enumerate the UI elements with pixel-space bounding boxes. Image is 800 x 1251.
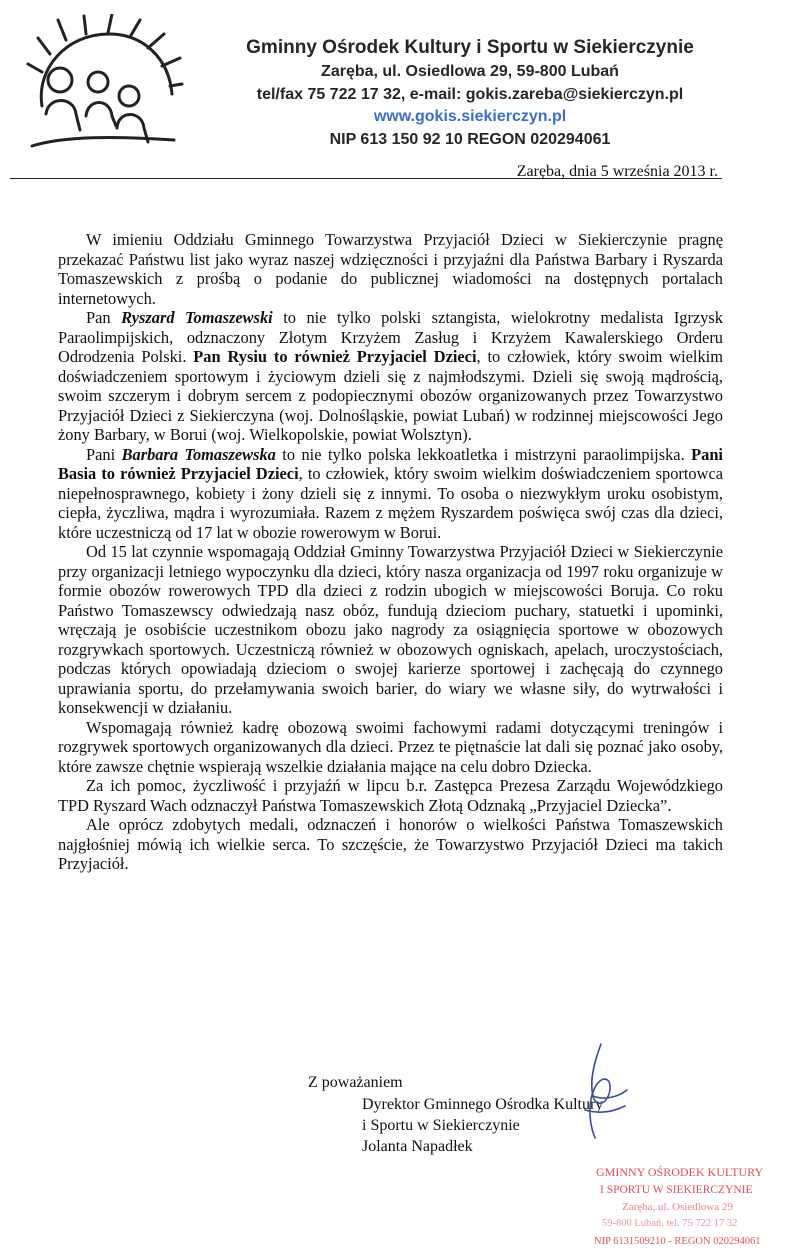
signatory-name: Jolanta Napadłek (362, 1138, 473, 1155)
letter-date: Zaręba, dnia 5 września 2013 r. (516, 163, 718, 180)
handwritten-signature (565, 1040, 645, 1150)
emphasis-text: Pani Basia to również Przyjaciel Dzieci (58, 444, 723, 483)
closing-regards: Z poważaniem (308, 1074, 403, 1091)
organization-tax-ids: NIP 613 150 92 10 REGON 020294061 (329, 131, 611, 148)
organization-contact: tel/fax 75 722 17 32, e-mail: gokis.zareba@siekierczyn.pl (256, 86, 684, 103)
paragraph-support: Od 15 lat czynnie wspomagają Oddział Gminny Towarzystwa Przyjaciół Dzieci w Siekierczynie przy organizacji letniego wypoczynku dla dzieci, który nasza organizacja od 1997 roku organizuje w formie obozów rowerowych TPD dla dzieci z rodzin ubogich w miejscowości Boruja. Co roku Państwo Tomaszewscy odwiedzają nasz obóz, fundują dzieciom puchary, statuetki i upominki, wręczają je osobiście uczestnikom obozu jako nagrody za osiągnięcia sportowe w obozowych rozgrywkach sportowych. Uczestniczą również w obozowych ogniskach, apelach, uroczystościach, podczas których opowiadają dzieciom o swojej karierze sportowej i zachęcają do czynnego uprawiania sportu, do przełamywania swoich barier, do wiary we własne siły, do wytrwałości i konsekwencji w działaniu. (58, 542, 723, 717)
paragraph-text: Pan (86, 308, 122, 327)
organization-website[interactable]: www.gokis.siekierczyn.pl (373, 108, 567, 125)
organization-stamp (592, 1160, 800, 1250)
paragraph-hearts: Ale oprócz zdobytych medali, odznaczeń i honorów o wielkości Państwa Tomaszewskich najgłośniej mówią ich wielkie serca. To szczęście, że Towarzystwo Przyjaciół Dzieci ma takich Przyjaciół. (58, 815, 723, 873)
stamp-line-4: 59-800 Lubań, tel. 75 722 17 32 (602, 1218, 738, 1229)
person-name: Ryszard Tomaszewski (121, 308, 273, 327)
signatory-title-1: Dyrektor Gminnego Ośrodka Kultury (362, 1096, 604, 1113)
signatory-title-2: i Sportu w Siekierczynie (362, 1117, 520, 1134)
stamp-line-1: GMINNY OŚRODEK KULTURY (596, 1165, 764, 1179)
person-name: Barbara Tomaszewska (121, 444, 276, 464)
organization-logo (24, 14, 184, 164)
paragraph-barbara (58, 445, 723, 543)
paragraph-text: , to człowiek, który swoim wielkim doświadczeniem sportowca niepełnosprawnego, kobiety i żony dzieli się z innymi. To osoba o niezwykłym uroku osobistym, ciepła, życzliwa, mądra i wyrozumiała. Razem z mężem Ryszardem poświęca swój czas dla dzieci, które uczestniczą od 17 lat w obozie rowerowym w Borui. (58, 464, 723, 542)
paragraph-text: to nie tylko polski sztangista, wielokrotny medalista Igrzysk Paraolimpijskich, odznaczony Złotym Krzyżem Zasług i Krzyżem Kawalerskiego Orderu Odrodzenia Polski. (58, 308, 723, 366)
organization-name: Gminny Ośrodek Kultury i Sportu w Siekierczynie (246, 37, 694, 58)
paragraph-text: to nie tylko polska lekkoatletka i mistrzyni paraolimpijska. (275, 444, 692, 464)
paragraph-text: Pani (86, 444, 122, 464)
paragraph-staff: Wspomagają również kadrę obozową swoimi fachowymi radami dotyczącymi treningów i rozgrywek sportowych organizowanych dla dzieci. Przez te piętnaście lat dali się poznać jako osoby, które zawsze chętnie wspierają wszelkie działania mające na celu dobro Dziecka. (58, 717, 723, 776)
stamp-line-3: Zaręba, ul. Osiedlowa 29 (622, 1201, 733, 1213)
stamp-line-5: NIP 6131509210 - REGON 020294061 (594, 1236, 761, 1247)
paragraph-ryszard (58, 308, 723, 445)
letterhead (190, 36, 750, 151)
paragraph-intro: W imieniu Oddziału Gminnego Towarzystwa Przyjaciół Dzieci w Siekierczynie pragnę przekazać Państwu list jako wyraz naszej wdzięczności i przyjaźni dla Państwa Barbary i Ryszarda Tomaszewskich z prośbą o podanie do publicznej wiadomości na dostępnych portalach internetowych. (58, 230, 723, 308)
paragraph-text: , to człowiek, który swoim wielkim doświadczeniem sportowym i życiowym dzieli się z najmłodszymi. Dzieli się swoją mądrością, swoim szczerym i dobrym sercem z podopiecznymi obozów organizowanych przez Towarzystwo Przyjaciół Dzieci z Siekierczyna (woj. Dolnośląskie, powiat Lubań) w rodzinnej miejscowości Jego żony Barbary, w Borui (woj. Wielkopolskie, powiat Wolsztyn). (58, 347, 723, 444)
letter-body (58, 230, 723, 874)
emphasis-text: Pan Rysiu to również Przyjaciel Dzieci (193, 347, 477, 366)
organization-address: Zaręba, ul. Osiedlowa 29, 59-800 Lubań (321, 63, 619, 80)
stamp-line-2: I SPORTU W SIEKIERCZYNIE (600, 1184, 753, 1196)
paragraph-award: Za ich pomoc, życzliwość i przyjaźń w lipcu b.r. Zastępca Prezesa Zarządu Wojewódzkiego TPD Ryszard Wach odznaczył Państwa Tomaszewskich Złotą Odznaką „Przyjaciel Dziecka”. (58, 776, 723, 815)
